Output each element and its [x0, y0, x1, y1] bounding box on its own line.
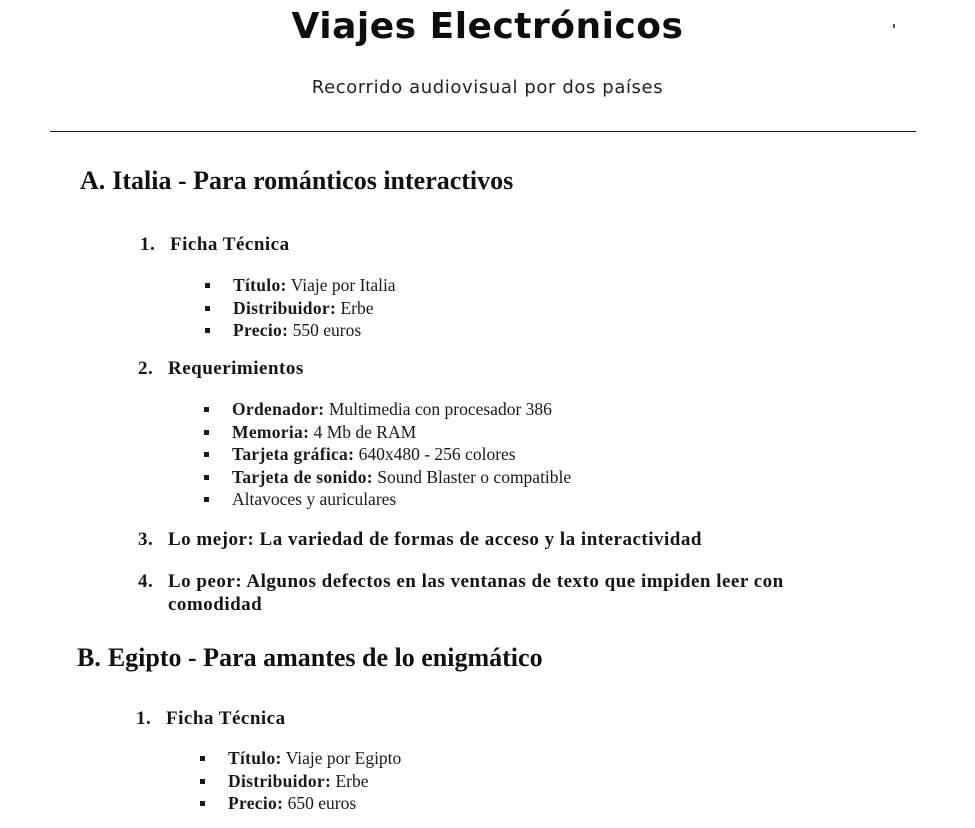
- field-key: Memoria:: [232, 421, 310, 442]
- section-letter: B.: [77, 643, 101, 672]
- list-item: [232, 443, 571, 466]
- item-number: 1.: [140, 234, 156, 255]
- list-item: [228, 770, 401, 793]
- section-title: Italia - Para románticos interactivos: [112, 166, 514, 195]
- ficha-list-italia: [233, 274, 396, 342]
- field-value: Altavoces y auriculares: [232, 489, 397, 509]
- ficha-list-egipto: [228, 747, 401, 815]
- page-title: Viajes Electrónicos: [291, 6, 684, 47]
- horizontal-divider: [50, 131, 916, 132]
- list-item: [233, 274, 396, 297]
- list-item: [233, 297, 396, 320]
- field-value: 650 euros: [287, 793, 357, 813]
- field-value: Sound Blaster o compatible: [377, 466, 572, 487]
- field-key: Precio:: [233, 320, 289, 340]
- field-key: Distribuidor:: [233, 297, 337, 318]
- field-key: Precio:: [228, 793, 284, 813]
- section-letter: A.: [80, 166, 106, 195]
- list-item: [232, 398, 571, 421]
- field-value: 550 euros: [292, 320, 362, 340]
- scan-speck: [893, 24, 895, 28]
- item-number: 3.: [138, 529, 154, 550]
- item-lo-mejor: [138, 529, 702, 551]
- item-number: 1.: [136, 708, 152, 729]
- list-item: [232, 421, 571, 444]
- item-lo-peor: [138, 570, 878, 616]
- page-subtitle: Recorrido audiovisual por dos países: [311, 77, 664, 98]
- field-value: Erbe: [335, 770, 369, 791]
- section-heading-italia: [80, 166, 513, 196]
- field-key: Tarjeta de sonido:: [232, 466, 373, 487]
- item-label: Lo peor: Algunos defectos en las ventanas de texto que impiden leer con comodidad: [168, 571, 784, 615]
- field-value: 4 Mb de RAM: [313, 421, 417, 442]
- item-label: Ficha Técnica: [166, 708, 286, 729]
- item-ficha-tecnica-egipto: [136, 708, 286, 730]
- field-value: Viaje por Egipto: [285, 748, 402, 768]
- field-value: Erbe: [340, 297, 374, 318]
- item-label: Lo mejor: La variedad de formas de acceso y la interactividad: [168, 529, 702, 550]
- item-number: 2.: [138, 358, 154, 379]
- field-key: Tarjeta gráfica:: [232, 444, 355, 464]
- item-number: 4.: [138, 571, 154, 592]
- list-item: [232, 466, 571, 489]
- field-key: Título:: [233, 275, 287, 295]
- field-value: Multimedia con procesador 386: [328, 399, 552, 419]
- list-item: [232, 488, 571, 511]
- field-key: Distribuidor:: [228, 770, 332, 791]
- item-label: Ficha Técnica: [170, 234, 290, 255]
- field-key: Título:: [228, 748, 282, 768]
- requerimientos-list: [232, 398, 571, 511]
- item-label: Requerimientos: [168, 358, 304, 379]
- field-key: Ordenador:: [232, 399, 325, 419]
- item-ficha-tecnica-italia: [140, 234, 290, 256]
- list-item: [228, 747, 401, 770]
- list-item: [228, 792, 401, 815]
- item-requerimientos: [138, 358, 304, 380]
- field-value: Viaje por Italia: [290, 275, 396, 295]
- section-title: Egipto - Para amantes de lo enigmático: [107, 643, 543, 672]
- section-heading-egipto: [77, 643, 543, 673]
- field-value: 640x480 - 256 colores: [358, 444, 516, 464]
- list-item: [233, 319, 396, 342]
